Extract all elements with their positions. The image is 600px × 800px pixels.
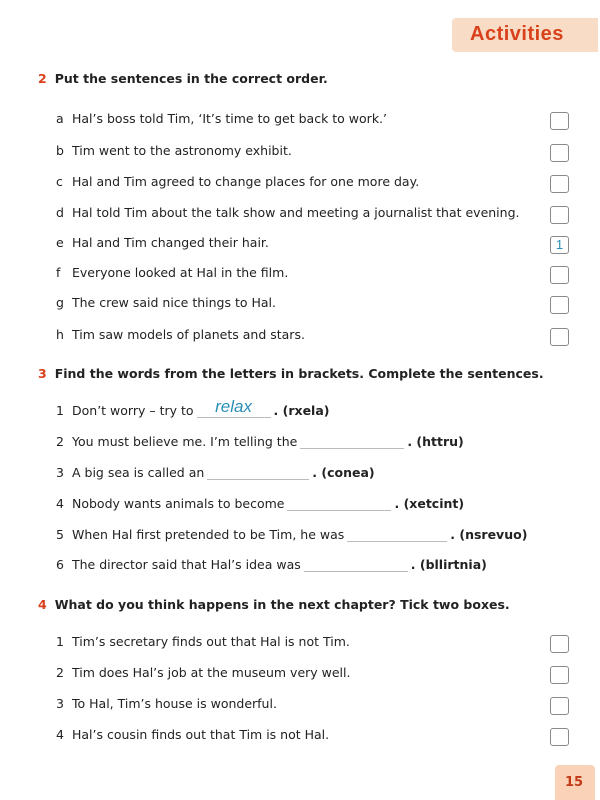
order-answer-box[interactable] [550, 112, 569, 130]
order-answer-box[interactable] [550, 206, 569, 224]
order-answer-box[interactable] [550, 296, 569, 314]
list-item [56, 143, 292, 158]
item-number: 2 [56, 665, 64, 680]
section-number: 4 [38, 597, 47, 612]
item-text: Tim does Hal’s job at the museum very well. [72, 665, 351, 680]
item-text: To Hal, Tim’s house is wonderful. [72, 696, 277, 711]
order-answer-box[interactable]: 1 [550, 236, 569, 254]
letter-hint: . (conea) [312, 465, 375, 480]
list-item [56, 265, 288, 280]
list-item [56, 327, 305, 342]
order-answer-box[interactable] [550, 328, 569, 346]
item-letter: a [56, 111, 64, 126]
item-number: 1 [56, 634, 64, 649]
letter-hint: . (rxela) [273, 403, 330, 418]
activities-header [452, 18, 598, 52]
item-letter: b [56, 143, 64, 158]
instruction: Find the words from the letters in brackets. Complete the sentences. [54, 366, 544, 381]
item-letter: e [56, 235, 64, 250]
answer-blank[interactable] [304, 557, 408, 572]
answer-blank[interactable] [300, 434, 404, 449]
list-item [56, 727, 329, 742]
list-item [56, 205, 520, 220]
item-number: 3 [56, 465, 64, 480]
section-4-heading [38, 597, 510, 612]
order-answer-box[interactable] [550, 175, 569, 193]
item-text: Don’t worry – try to [72, 403, 194, 418]
order-answer-box[interactable] [550, 144, 569, 162]
item-text: Hal’s boss told Tim, ‘It’s time to get back to work.’ [72, 111, 388, 126]
page-number: 15 [565, 775, 584, 790]
list-item [56, 235, 269, 250]
item-text: Everyone looked at Hal in the film. [72, 265, 289, 280]
item-number: 5 [56, 527, 64, 542]
letter-hint: . (nsrevuo) [450, 527, 528, 542]
list-item [56, 174, 419, 189]
answer-blank[interactable] [207, 465, 309, 480]
item-number: 2 [56, 434, 64, 449]
instruction: Put the sentences in the correct order. [54, 71, 328, 86]
item-number: 1 [56, 403, 64, 418]
tick-box[interactable] [550, 697, 569, 715]
item-text: Hal and Tim changed their hair. [72, 235, 269, 250]
list-item [56, 295, 276, 310]
tick-box[interactable] [550, 635, 569, 653]
item-number: 4 [56, 496, 64, 511]
item-text: The director said that Hal’s idea was [72, 557, 301, 572]
section-number: 3 [38, 366, 47, 381]
list-item [56, 434, 464, 449]
section-2-heading [38, 71, 328, 86]
item-number: 6 [56, 557, 64, 572]
letter-hint: . (bllirtnia) [410, 557, 487, 572]
item-text: Tim’s secretary finds out that Hal is not Tim. [72, 634, 350, 649]
list-item [56, 465, 375, 480]
list-item [56, 634, 350, 649]
section-number: 2 [38, 71, 47, 86]
item-text: When Hal first pretended to be Tim, he was [72, 527, 345, 542]
list-item [56, 557, 487, 572]
order-answer-box[interactable] [550, 266, 569, 284]
item-text: Tim saw models of planets and stars. [72, 327, 305, 342]
item-number: 4 [56, 727, 64, 742]
item-letter: g [56, 295, 64, 310]
list-item [56, 496, 464, 511]
item-text: Hal and Tim agreed to change places for one more day. [72, 174, 420, 189]
item-letter: d [56, 205, 64, 220]
item-text: Nobody wants animals to become [72, 496, 285, 511]
list-item [56, 696, 277, 711]
instruction: What do you think happens in the next chapter? Tick two boxes. [54, 597, 510, 612]
letter-hint: . (xetcint) [394, 496, 465, 511]
item-text: The crew said nice things to Hal. [72, 295, 276, 310]
letter-hint: . (httru) [407, 434, 464, 449]
list-item [56, 111, 387, 126]
list-item [56, 397, 330, 418]
answer-blank[interactable] [197, 397, 271, 418]
answer-blank[interactable] [287, 496, 391, 511]
item-letter: h [56, 327, 64, 342]
tick-box[interactable] [550, 728, 569, 746]
list-item [56, 527, 527, 542]
item-letter: c [56, 174, 63, 189]
header-title: Activities [470, 23, 564, 45]
page-number-tab [555, 765, 595, 800]
item-text: Tim went to the astronomy exhibit. [72, 143, 292, 158]
item-letter: f [56, 265, 61, 280]
item-text: A big sea is called an [72, 465, 205, 480]
answer-blank[interactable] [347, 527, 447, 542]
item-text: Hal told Tim about the talk show and meeting a journalist that evening. [72, 205, 520, 220]
list-item [56, 665, 350, 680]
item-number: 3 [56, 696, 64, 711]
answer-text: relax [215, 397, 252, 416]
tick-box[interactable] [550, 666, 569, 684]
item-text: Hal’s cousin finds out that Tim is not Hal. [72, 727, 330, 742]
section-3-heading [38, 366, 544, 381]
item-text: You must believe me. I’m telling the [72, 434, 298, 449]
